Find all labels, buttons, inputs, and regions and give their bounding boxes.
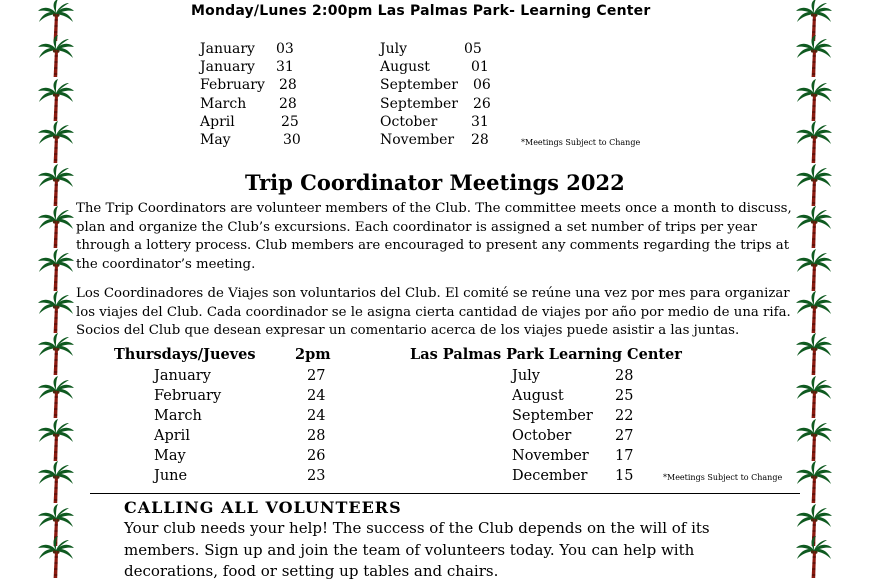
trip-day: 27 [307, 368, 326, 384]
palm-tree-icon [794, 375, 834, 419]
trip-schedule-left [154, 366, 354, 486]
palm-tree-icon [36, 163, 76, 207]
schedule-month: September [380, 95, 458, 112]
schedule-month: July [380, 41, 408, 57]
palm-tree-icon [36, 120, 76, 164]
palm-tree-icon [794, 535, 834, 579]
trip-month: May [154, 448, 186, 464]
palm-tree-icon [794, 332, 834, 376]
trip-month: September [512, 408, 593, 424]
palm-tree-icon [794, 248, 834, 292]
trip-paragraph-en: The Trip Coordinators are volunteer members of the Club. The committee meets once a month to discuss, plan and organize the Club’s excursions. Each coordinator is assigned a set number of trips per year through a lottery process. Club members are encouraged to present any comments regarding the trips at the coordinator’s meeting. [76, 201, 792, 273]
right-palm-border [794, 0, 834, 570]
trip-row [154, 366, 354, 386]
trip-month: December [512, 468, 588, 484]
trip-row [512, 426, 712, 446]
palm-tree-icon [36, 290, 76, 334]
palm-tree-icon [794, 163, 834, 207]
trip-day: 27 [615, 428, 634, 444]
schedule-row [380, 131, 540, 149]
schedule-month: October [380, 113, 438, 130]
schedule-month: February [200, 77, 265, 94]
schedule-day: 03 [276, 41, 294, 57]
trip-day: 26 [307, 448, 326, 464]
trip-day: 17 [615, 448, 634, 464]
trip-row [512, 386, 712, 406]
palm-tree-icon [36, 78, 76, 122]
schedule-day: 01 [471, 59, 489, 76]
trip-month: November [512, 448, 589, 464]
trip-month: July [512, 368, 540, 384]
trip-row [154, 426, 354, 446]
trip-day: 24 [307, 408, 326, 424]
trip-row [154, 466, 354, 486]
trip-row [512, 366, 712, 386]
schedule-row [380, 58, 540, 76]
trip-month: February [154, 388, 222, 404]
trip-schedule-right [512, 366, 712, 486]
palm-tree-icon [794, 34, 834, 78]
schedule-month: January [200, 59, 255, 76]
meeting-header: Monday/Lunes 2:00pm Las Palmas Park- Learning Center [191, 3, 651, 19]
schedule-day: 30 [283, 131, 301, 148]
trip-title: Trip Coordinator Meetings 2022 [245, 170, 625, 195]
schedule-day: 26 [473, 95, 491, 112]
schedule-row [200, 40, 360, 58]
trip-row [154, 406, 354, 426]
palm-tree-icon [36, 375, 76, 419]
section-divider [90, 493, 800, 494]
palm-tree-icon [36, 248, 76, 292]
palm-tree-icon [36, 460, 76, 504]
schedule-row [200, 113, 360, 131]
trip-month: August [512, 388, 564, 404]
trip-day: 28 [615, 368, 634, 384]
schedule-row [200, 131, 360, 149]
trip-row [512, 406, 712, 426]
palm-tree-icon [36, 418, 76, 462]
schedule-month: May [200, 131, 231, 148]
schedule-day: 06 [473, 77, 491, 94]
schedule-row [380, 113, 540, 131]
schedule-row [380, 95, 540, 113]
trip-month: March [154, 408, 202, 424]
trip-day: 23 [307, 468, 326, 484]
trip-month: October [512, 428, 572, 444]
trip-place-label: Las Palmas Park Learning Center [410, 346, 682, 363]
schedule-day: 28 [279, 77, 297, 94]
schedule-month: January [200, 41, 255, 57]
schedule-day: 31 [471, 113, 489, 130]
trip-note: *Meetings Subject to Change [663, 473, 783, 482]
volunteers-body: Your club needs your help! The success of the Club depends on the will of its members. Sign up and join the team of volunteers today. You can help with decorations, food or setting up tables and chairs. [124, 519, 710, 580]
schedule-day: 25 [281, 113, 299, 130]
schedule-day: 05 [464, 41, 482, 57]
palm-tree-icon [36, 332, 76, 376]
schedule-right [380, 40, 540, 149]
schedule-day: 31 [276, 59, 294, 76]
schedule-month: August [380, 59, 430, 76]
palm-tree-icon [794, 205, 834, 249]
schedule-month: March [200, 95, 247, 112]
schedule-day: 28 [471, 131, 489, 148]
schedule-month: April [200, 113, 235, 130]
schedule-row [200, 76, 360, 94]
trip-time-label: 2pm [295, 346, 331, 363]
trip-day: 25 [615, 388, 634, 404]
schedule-day: 28 [279, 95, 297, 112]
palm-tree-icon [36, 205, 76, 249]
trip-row [154, 446, 354, 466]
left-palm-border [36, 0, 76, 570]
schedule-left [200, 40, 360, 149]
trip-row [154, 386, 354, 406]
trip-day: 24 [307, 388, 326, 404]
schedule-row [200, 58, 360, 76]
trip-day: 22 [615, 408, 634, 424]
trip-month: January [154, 368, 211, 384]
schedule-row [380, 40, 540, 58]
trip-day: 15 [615, 468, 634, 484]
volunteers-title: CALLING ALL VOLUNTEERS [124, 498, 402, 517]
palm-tree-icon [794, 120, 834, 164]
schedule-note: *Meetings Subject to Change [521, 138, 641, 147]
trip-day-label: Thursdays/Jueves [114, 346, 256, 363]
palm-tree-icon [794, 78, 834, 122]
trip-paragraph-es: Los Coordinadores de Viajes son voluntarios del Club. El comité se reúne una vez por mes para organizar los viajes del Club. Cada coordinador se le asigna cierta cantidad de viajes por año por medio de una rifa. Socios del Club que desean expresar un comentario acerca de los viajes puede asistir a las juntas. [76, 286, 791, 339]
schedule-month: November [380, 131, 455, 148]
schedule-row [200, 95, 360, 113]
palm-tree-icon [794, 460, 834, 504]
trip-month: April [154, 428, 190, 444]
trip-day: 28 [307, 428, 326, 444]
trip-month: June [154, 468, 188, 484]
schedule-row [380, 76, 540, 94]
palm-tree-icon [36, 535, 76, 579]
trip-row [512, 446, 712, 466]
palm-tree-icon [794, 290, 834, 334]
palm-tree-icon [36, 34, 76, 78]
palm-tree-icon [794, 418, 834, 462]
schedule-month: September [380, 77, 458, 94]
